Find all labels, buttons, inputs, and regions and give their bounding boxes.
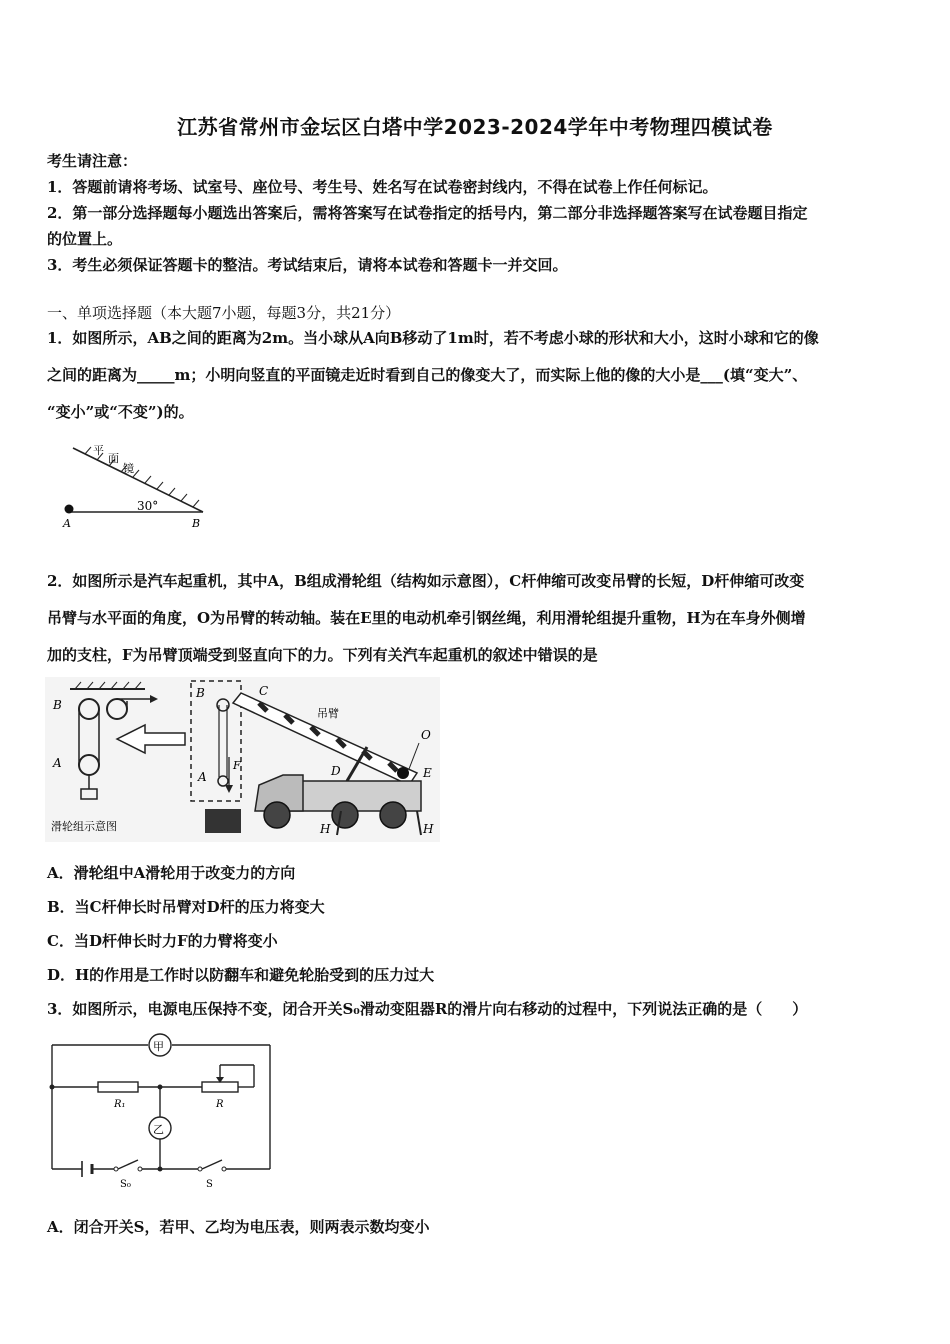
- pivot-o: [397, 767, 409, 779]
- ball: [65, 505, 74, 514]
- q3-option-a: A．闭合开关S，若甲、乙均为电压表，则两表示数均变小: [47, 1218, 430, 1236]
- notice-item-2-cont: 的位置上。: [47, 230, 123, 248]
- angle-label: 30°: [137, 499, 159, 513]
- r-label: R: [216, 1099, 224, 1110]
- r1-label: R₁: [114, 1099, 126, 1110]
- meter-top-label: 甲: [153, 1040, 164, 1053]
- s0-label: S₀: [120, 1179, 131, 1190]
- label-f: F: [233, 759, 241, 772]
- label-b-crane: B: [196, 686, 205, 700]
- notice-heading: 考生请注意：: [47, 152, 138, 170]
- point-a-label: A: [63, 517, 71, 530]
- s-label: S: [206, 1179, 213, 1190]
- meter-mid-label: 乙: [153, 1123, 164, 1136]
- label-o: O: [421, 728, 431, 742]
- label-b-schematic: B: [53, 698, 62, 712]
- rheostat-r: [202, 1082, 238, 1092]
- label-c: C: [259, 684, 269, 698]
- label-e: E: [423, 766, 432, 780]
- label-h-right: H: [423, 822, 434, 836]
- q2-crane-figure: [45, 677, 440, 842]
- wheel-mid: [332, 802, 358, 828]
- label-a-schematic: A: [53, 756, 62, 770]
- q2-option-c: C．当D杆伸长时力F的力臂将变小: [47, 932, 278, 950]
- section-heading: 一、单项选择题（本大题7小题，每题3分，共21分）: [47, 304, 401, 322]
- label-h-left: H: [320, 822, 331, 836]
- label-a-crane: A: [198, 770, 207, 784]
- resistor-r1: [98, 1082, 138, 1092]
- mirror-label-1: 平: [93, 444, 104, 457]
- q2-line-3: 加的支柱，F为吊臂顶端受到竖直向下的力。下列有关汽车起重机的叙述中错误的是: [47, 646, 598, 664]
- label-boom: 吊臂: [317, 707, 339, 720]
- q2-option-b: B．当C杆伸长时吊臂对D杆的压力将变大: [47, 898, 325, 916]
- point-b-label: B: [192, 517, 201, 530]
- wheel-rear: [380, 802, 406, 828]
- notice-item-3: 3．考生必须保证答题卡的整洁。考试结束后，请将本试卷和答题卡一并交回。: [47, 256, 568, 274]
- q1-line-2: 之间的距离为_____m；小明向竖直的平面镜走近时看到自己的像变大了，而实际上他的像的大小是___(填“变大”、: [47, 366, 808, 384]
- q2-line-2: 吊臂与水平面的角度，O为吊臂的转动轴。装在E里的电动机牵引钢丝绳，利用滑轮组提升重物，H为在车身外侧增: [47, 609, 806, 627]
- schematic-caption: 滑轮组示意图: [51, 820, 117, 833]
- q1-line-3: “变小”或“不变”)的。: [47, 403, 194, 421]
- notice-item-2: 2．第一部分选择题每小题选出答案后，需将答案写在试卷指定的括号内，第二部分非选择题答案写在试卷题目指定: [47, 204, 808, 222]
- q2-option-a: A．滑轮组中A滑轮用于改变力的方向: [47, 864, 296, 882]
- mirror-label-3: 镜: [123, 462, 134, 475]
- mirror-label-2: 面: [108, 452, 119, 465]
- q1-mirror-figure: [55, 440, 215, 535]
- exam-title: 江苏省常州市金坛区白塔中学2023-2024学年中考物理四模试卷: [177, 115, 773, 139]
- crane-load: [205, 809, 241, 833]
- notice-item-1: 1．答题前请将考场、试室号、座位号、考生号、姓名写在试卷密封线内，不得在试卷上作任何标记。: [47, 178, 718, 196]
- q2-line-1: 2．如图所示是汽车起重机，其中A，B组成滑轮组（结构如示意图），C杆伸缩可改变吊臂的长短，D杆伸缩可改变: [47, 572, 805, 590]
- q2-option-d: D．H的作用是工作时以防翻车和避免轮胎受到的压力过大: [47, 966, 435, 984]
- q3-circuit-figure: [44, 1033, 274, 1193]
- wheel-front: [264, 802, 290, 828]
- label-d: D: [331, 764, 341, 778]
- q3-line: 3．如图所示，电源电压保持不变，闭合开关S₀滑动变阻器R的滑片向右移动的过程中，下列说法正确的是（ ）: [47, 1000, 808, 1018]
- q1-line-1: 1．如图所示，AB之间的距离为2m。当小球从A向B移动了1m时，若不考虑小球的形状和大小，这时小球和它的像: [47, 329, 819, 347]
